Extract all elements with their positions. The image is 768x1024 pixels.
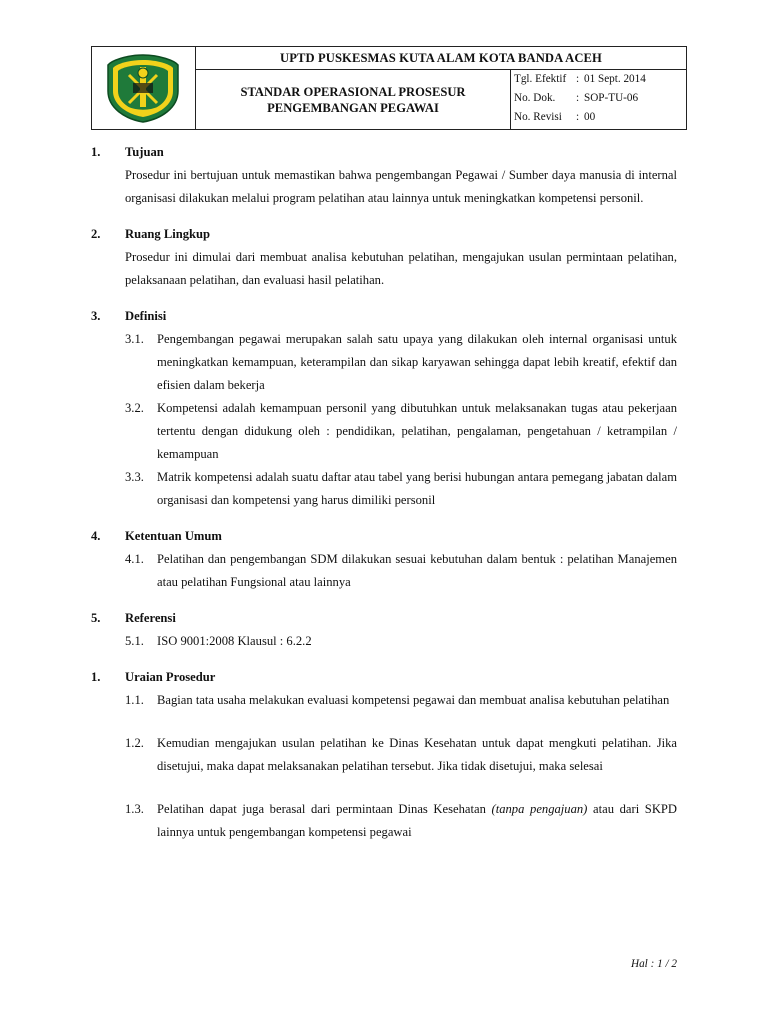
list-item [91,732,677,778]
meta-doc-number [514,89,686,108]
item-number: 1.3. [125,802,144,816]
document-meta [511,70,686,129]
meta-value: 01 Sept. 2014 [584,73,646,85]
meta-value: SOP-TU-06 [584,92,639,104]
item-number: 3.2. [125,401,144,415]
item-number: 5.1. [125,634,144,648]
section-number: 3. [91,309,101,323]
meta-sep: : [576,92,580,104]
section-heading [91,606,677,630]
item-text: Matrik kompetensi adalah suatu daftar atau tabel yang berisi hubungan antara pemegang jabatan dalam organisasi dan kompetensi yang harus dimiliki personil [157,470,677,507]
item-text: Pelatihan dan pengembangan SDM dilakukan sesuai kebutuhan dalam bentuk : pelatihan Manajemen atau pelatihan Fungsional atau lainnya [157,552,677,589]
item-text: Kompetensi adalah kemampuan personil yang dibutuhkan untuk melaksanakan tugas atau pekerjaan tertentu dengan didukung oleh : pendidikan, pelatihan, pengalaman, pengetahuan / ketrampilan / kemampuan [157,401,677,461]
section-title: Tujuan [125,145,164,159]
sop-title-line2: PENGEMBANGAN PEGAWAI [267,100,439,115]
section-ruang-lingkup [91,222,677,292]
item-text: Pengembangan pegawai merupakan salah satu upaya yang dilakukan oleh internal organisasi untuk meningkatkan kemampuan, keterampilan dan sikap karyawan sehingga dapat lebih kreatif, efektif dan efisien dalam bekerja [157,332,677,392]
sop-title [196,70,511,129]
meta-effective-date [514,70,686,89]
section-paragraph: Prosedur ini bertujuan untuk memastikan bahwa pengembangan Pegawai / Sumber daya manusia di internal organisasi dilakukan melalui program pelatihan atau lainnya untuk meningkatkan kompetensi personil. [125,168,677,205]
meta-value: 00 [584,111,596,123]
document-body [91,140,677,856]
section-heading [91,665,677,689]
item-text: ISO 9001:2008 Klausul : 6.2.2 [157,634,312,648]
item-text-after: atau dari SKPD lainnya untuk pengembangan kompetensi pegawai [157,802,678,839]
section-paragraph: Prosedur ini dimulai dari membuat analisa kebutuhan pelatihan, mengajukan usulan permintaan pelatihan, pelaksanaan pelatihan, dan evaluasi hasil pelatihan. [125,250,677,287]
item-text: Kemudian mengajukan usulan pelatihan ke Dinas Kesehatan untuk dapat mengkuti pelatihan. Jika disetujui, maka dapat melaksanakan pelatihan tersebut. Jika tidak disetujui, maka selesai [157,736,677,773]
sop-title-line1: STANDAR OPERASIONAL PROSESUR [240,84,466,99]
section-title: Uraian Prosedur [125,670,216,684]
section-title: Ruang Lingkup [125,227,211,241]
meta-label: Tgl. Efektif [514,73,567,85]
list-item [91,630,677,653]
section-heading [91,222,677,246]
section-referensi [91,606,677,653]
document-header [91,46,687,130]
item-text [157,798,677,844]
org-title: UPTD PUSKESMAS KUTA ALAM KOTA BANDA ACEH [196,47,686,70]
list-item [91,548,677,594]
item-number: 4.1. [125,552,144,566]
section-uraian-prosedur [91,665,677,844]
meta-sep: : [576,73,580,85]
section-title: Definisi [125,309,167,323]
item-text-before: Pelatihan dapat juga berasal dari permintaan Dinas Kesehatan [157,802,492,816]
section-heading [91,524,677,548]
list-item [91,397,677,466]
section-title: Ketentuan Umum [125,529,222,543]
section-number: 2. [91,227,101,241]
section-tujuan [91,140,677,210]
section-title: Referensi [125,611,176,625]
meta-label: No. Revisi [514,111,562,123]
meta-label: No. Dok. [514,92,556,104]
meta-revision [514,108,686,127]
section-number: 1. [91,145,101,159]
item-number: 3.3. [125,470,144,484]
item-number: 1.2. [125,736,144,750]
section-number: 1. [91,670,101,684]
spacer [91,778,677,798]
list-item [91,689,677,712]
list-item [91,466,677,512]
item-number: 1.1. [125,693,144,707]
section-definisi [91,304,677,512]
item-number: 3.1. [125,332,144,346]
logo-cell [92,47,196,129]
section-heading [91,140,677,164]
spacer [91,712,677,732]
item-text-italic: (tanpa pengajuan) [491,802,588,816]
meta-sep: : [576,111,580,123]
list-item [91,328,677,397]
section-heading [91,304,677,328]
list-item [91,798,677,844]
section-number: 4. [91,529,101,543]
item-text: Bagian tata usaha melakukan evaluasi kompetensi pegawai dan membuat analisa kebutuhan pelatihan [157,693,670,707]
section-ketentuan-umum [91,524,677,594]
page-number: Hal : 1 / 2 [631,958,677,970]
section-number: 5. [91,611,101,625]
aceh-emblem-icon [105,53,181,123]
